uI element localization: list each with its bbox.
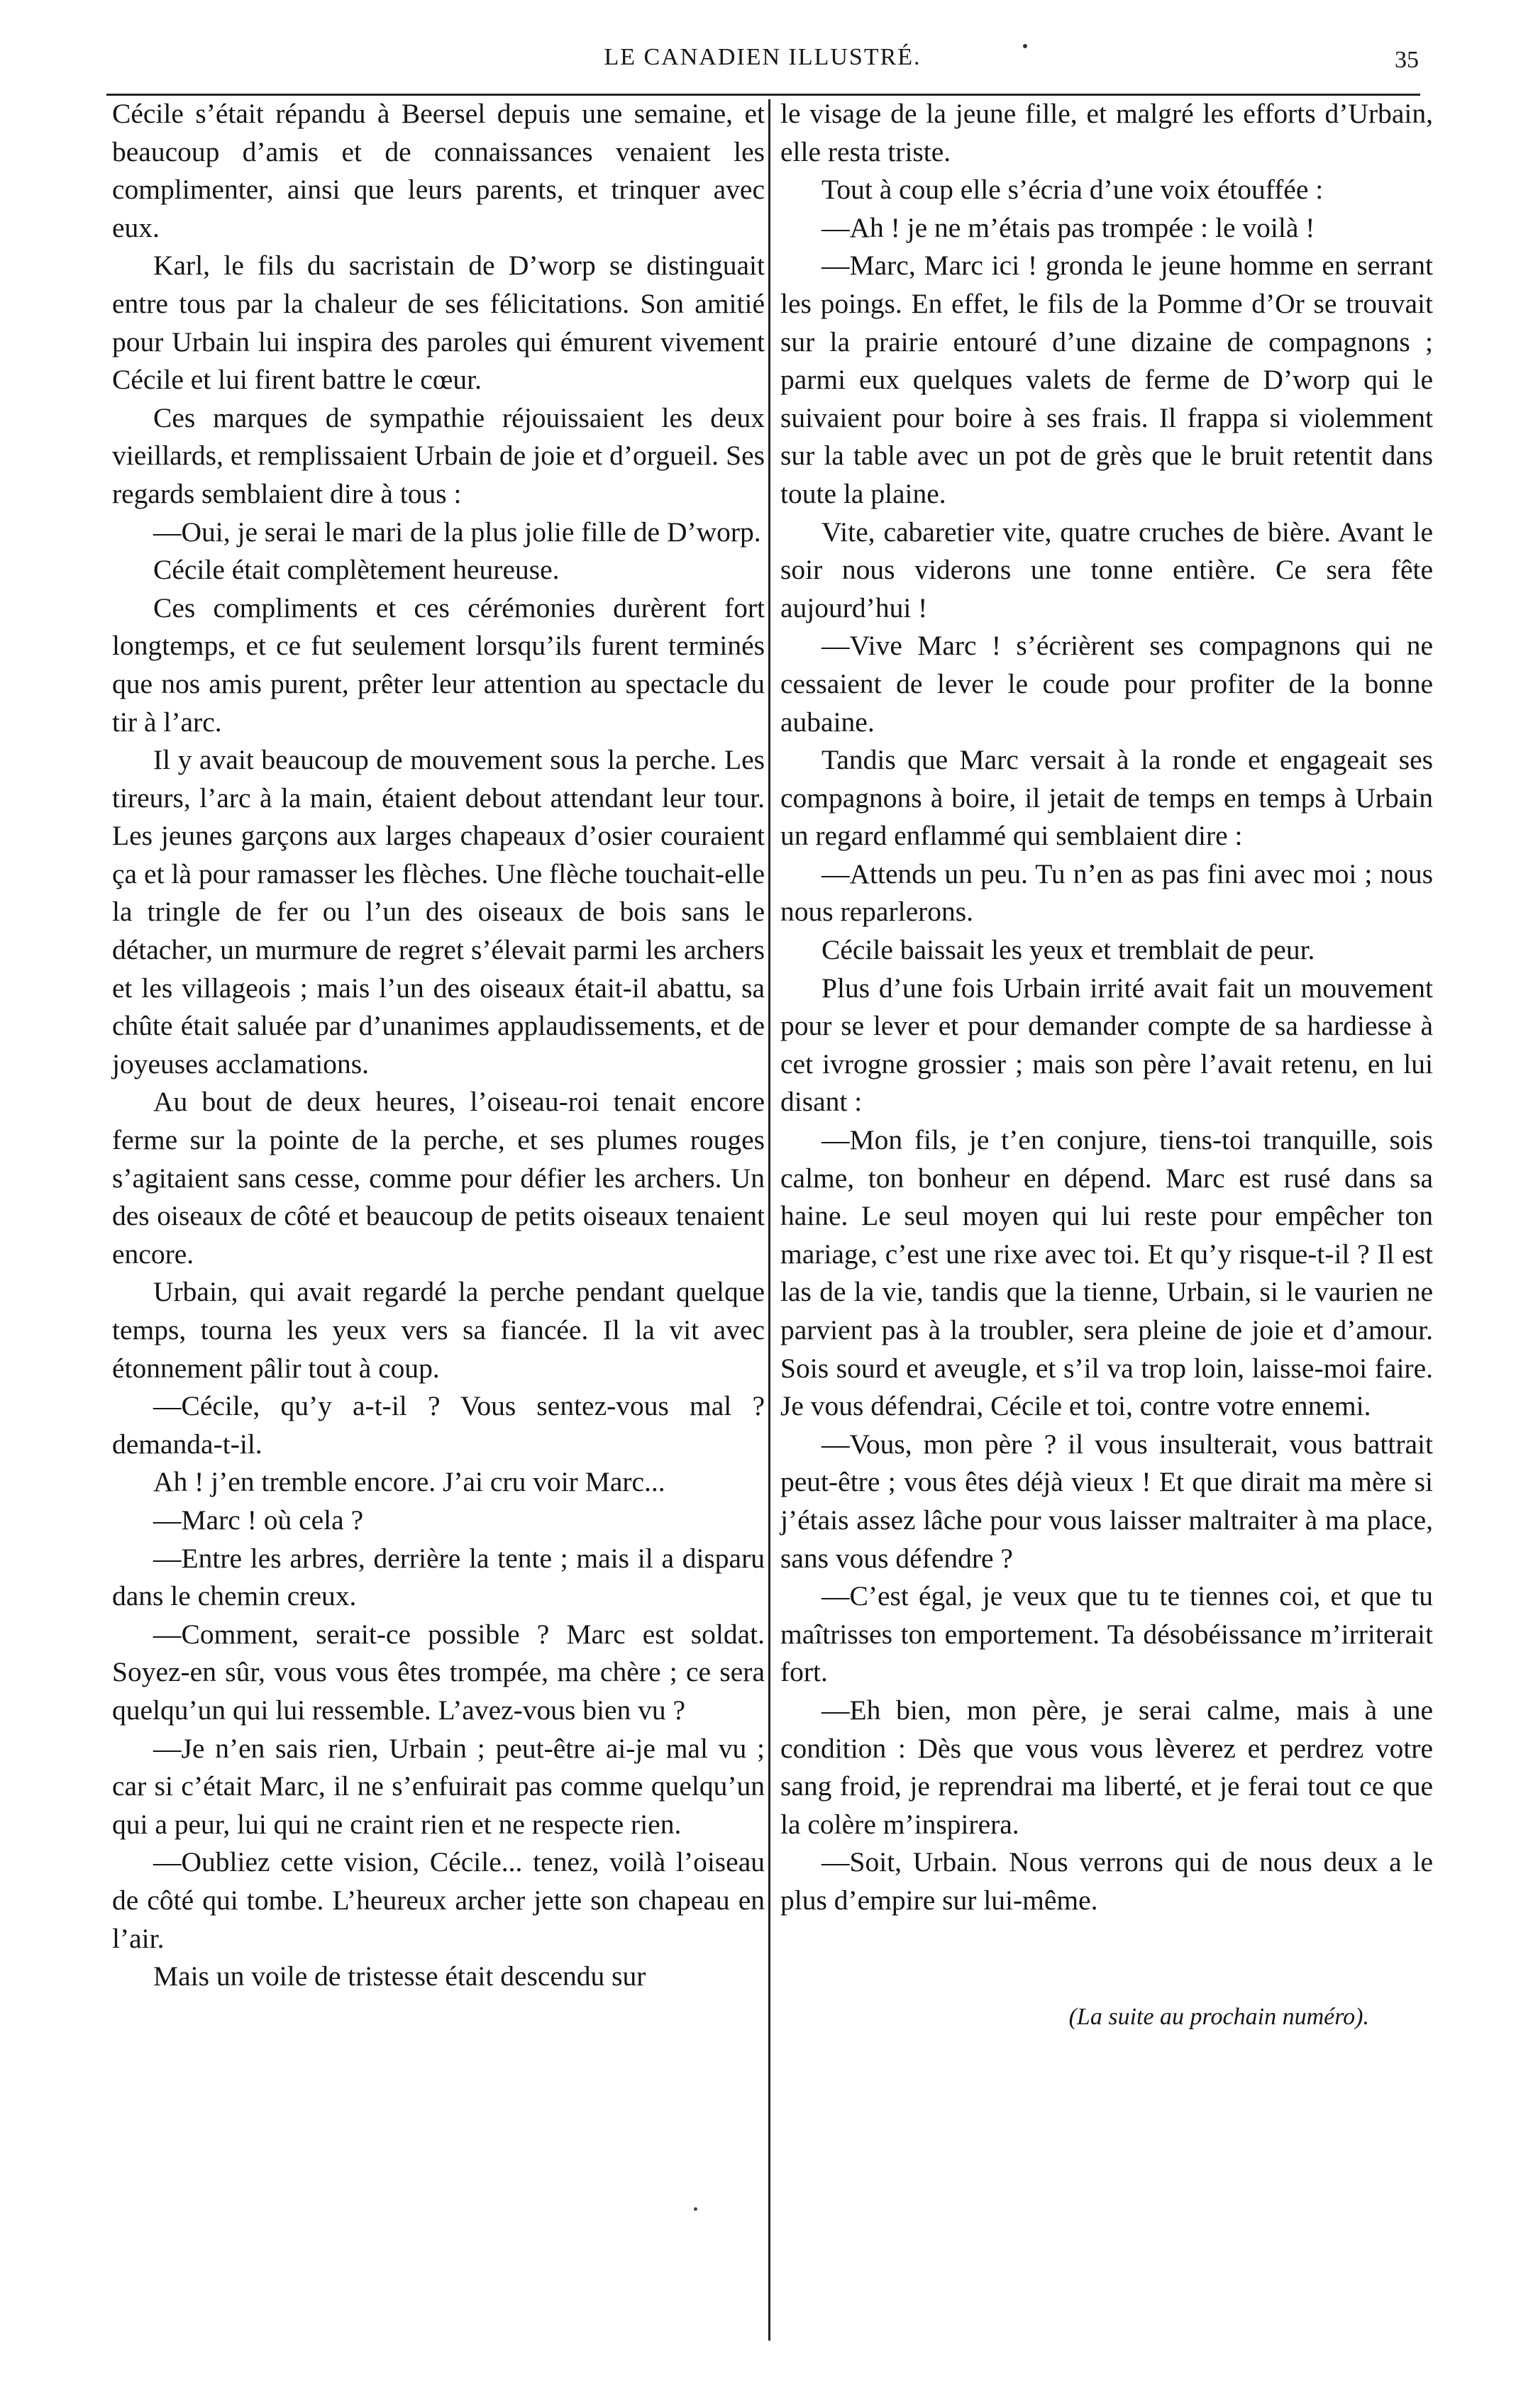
page-header — [106, 37, 1419, 79]
paragraph: —Soit, Urbain. Nous verrons qui de nous deux a le plus d’empire sur lui-même. — [780, 1846, 1433, 1916]
paragraph: Tandis que Marc versait à la ronde et engageait ses compagnons à boire, il jetait de temps en temps à Urbain un regard enflammé qui semblaient dire : — [780, 744, 1433, 852]
left-column — [112, 95, 765, 1996]
paragraph: Cécile baissait les yeux et tremblait de peur. — [821, 934, 1315, 966]
paragraph: —Je n’en sais rien, Urbain ; peut-être ai-je mal vu ; car si c’était Marc, il ne s’enfuirait pas comme quelqu’un qui a peur, lui qui ne craint rien et ne respecte rien. — [112, 1732, 765, 1840]
paragraph: Cécile était complètement heureuse. — [153, 554, 560, 586]
paragraph: Ces compliments et ces cérémonies durèrent fort longtemps, et ce fut seulement lorsqu’ils furent terminés que nos amis purent, prêter leur attention au spectacle du tir à l’arc. — [112, 592, 765, 738]
paragraph: Tout à coup elle s’écria d’une voix étouffée : — [821, 174, 1324, 206]
paragraph: —C’est égal, je veux que tu te tiennes coi, et que tu maîtrisses ton emportement. Ta désobéissance m’irriterait fort. — [780, 1580, 1433, 1688]
paragraph: —Attends un peu. Tu n’en as pas fini avec moi ; nous nous reparlerons. — [780, 858, 1433, 928]
paragraph: —Oui, je serai le mari de la plus jolie fille de D’worp. — [153, 516, 761, 548]
paragraph: —Cécile, qu’y a-t-il ? Vous sentez-vous mal ? demanda-t-il. — [112, 1390, 765, 1460]
print-speck — [694, 2207, 697, 2211]
paragraph: Il y avait beaucoup de mouvement sous la perche. Les tireurs, l’arc à la main, étaient debout attendant leur tour. Les jeunes garçons aux larges chapeaux d’osier couraient ça et là pour ramasser les flèches. Une flèche touchait-elle la tringle de fer ou l’un des oiseaux de bois sans le détacher, un murmure de regret s’élevait parmi les archers et les villageois ; mais l’un des oiseaux était-il abattu, sa chûte était saluée par d’unanimes applaudissements, et de joyeuses acclamations. — [112, 744, 765, 1080]
page-number: 35 — [1395, 47, 1419, 73]
paragraph: Ah ! j’en tremble encore. J’ai cru voir Marc... — [153, 1466, 665, 1498]
paragraph: Au bout de deux heures, l’oiseau-roi tenait encore ferme sur la pointe de la perche, et ses plumes rouges s’agitaient sans cesse, comme pour défier les archers. Un des oiseaux de côté et beaucoup de petits oiseaux tenaient encore. — [112, 1086, 765, 1270]
paragraph: —Marc, Marc ici ! gronda le jeune homme en serrant les poings. En effet, le fils de la Pomme d’Or se trouvait sur la prairie entouré d’une dizaine de compagnons ; parmi eux quelques valets de ferme de D’worp qui le suivaient pour boire à ses frais. Il frappa si violemment sur la table avec un pot de grès que le bruit retentit dans toute la plaine. — [780, 250, 1433, 509]
paragraph: —Mon fils, je t’en conjure, tiens-toi tranquille, sois calme, ton bonheur en dépend. Marc est rusé dans sa haine. Le seul moyen qui lui reste pour empêcher ton mariage, c’est une rixe avec toi. Et qu’y risque-t-il ? Il est las de la vie, tandis que la tienne, Urbain, si le vaurien ne parvient pas à la troubler, sera pleine de joie et d’amour. Sois sourd et aveugle, et s’il va trop loin, laisse-moi faire. Je vous défendrai, Cécile et toi, contre votre ennemi. — [780, 1124, 1433, 1422]
to-be-continued-note: (La suite au prochain numéro). — [1068, 2003, 1369, 2030]
paragraph: Mais un voile de tristesse était descendu sur — [153, 1960, 646, 1992]
paragraph: —Vive Marc ! s’écrièrent ses compagnons qui ne cessaient de lever le coude pour profiter de la bonne aubaine. — [780, 630, 1433, 738]
paragraph: le visage de la jeune fille, et malgré les efforts d’Urbain, elle resta triste. — [780, 98, 1433, 167]
paragraph: —Ah ! je ne m’étais pas trompée : le voilà ! — [821, 211, 1315, 243]
paragraph: Cécile s’était répandu à Beersel depuis une semaine, et beaucoup d’amis et de connaissances venaient les complimenter, ainsi que leurs parents, et trinquer avec eux. — [112, 98, 765, 243]
paragraph: Karl, le fils du sacristain de D’worp se distinguait entre tous par la chaleur de ses félicitations. Son amitié pour Urbain lui inspira des paroles qui émurent vivement Cécile et lui firent battre le cœur. — [112, 250, 765, 396]
paragraph: —Comment, serait-ce possible ? Marc est soldat. Soyez-en sûr, vous vous êtes trompée, ma chère ; ce sera quelqu’un qui lui ressemble. L’avez-vous bien vu ? — [112, 1618, 765, 1726]
paragraph: Urbain, qui avait regardé la perche pendant quelque temps, tourna les yeux vers sa fiancée. Il la vit avec étonnement pâlir tout à coup. — [112, 1276, 765, 1384]
paragraph: Plus d’une fois Urbain irrité avait fait un mouvement pour se lever et pour demander compte de sa hardiesse à cet ivrogne grossier ; mais son père l’avait retenu, en lui disant : — [780, 972, 1433, 1118]
paragraph: —Eh bien, mon père, je serai calme, mais à une condition : Dès que vous vous lèverez et perdrez votre sang froid, je reprendrai ma liberté, et je ferai tout ce que la colère m’inspirera. — [780, 1694, 1433, 1840]
right-column — [780, 95, 1433, 2036]
paragraph: —Oubliez cette vision, Cécile... tenez, voilà l’oiseau de côté qui tombe. L’heureux archer jette son chapeau en l’air. — [112, 1846, 765, 1954]
paragraph: Ces marques de sympathie réjouissaient les deux vieillards, et remplissaient Urbain de joie et d’orgueil. Ses regards semblaient dire à tous : — [112, 401, 765, 509]
paragraph: Vite, cabaretier vite, quatre cruches de bière. Avant le soir nous viderons une tonne entière. Ce sera fête aujourd’hui ! — [780, 516, 1433, 623]
paragraph: —Vous, mon père ? il vous insulterait, vous battrait peut-être ; vous êtes déjà vieux ! Et que dirait ma mère si j’étais assez lâche pour vous laisser maltraiter à ma place, sans vous défendre ? — [780, 1428, 1433, 1574]
paragraph: —Entre les arbres, derrière la tente ; mais il a disparu dans le chemin creux. — [112, 1542, 765, 1612]
column-divider — [768, 99, 770, 2341]
publication-title: LE CANADIEN ILLUSTRÉ. — [604, 44, 922, 70]
paragraph: —Marc ! où cela ? — [153, 1504, 364, 1536]
